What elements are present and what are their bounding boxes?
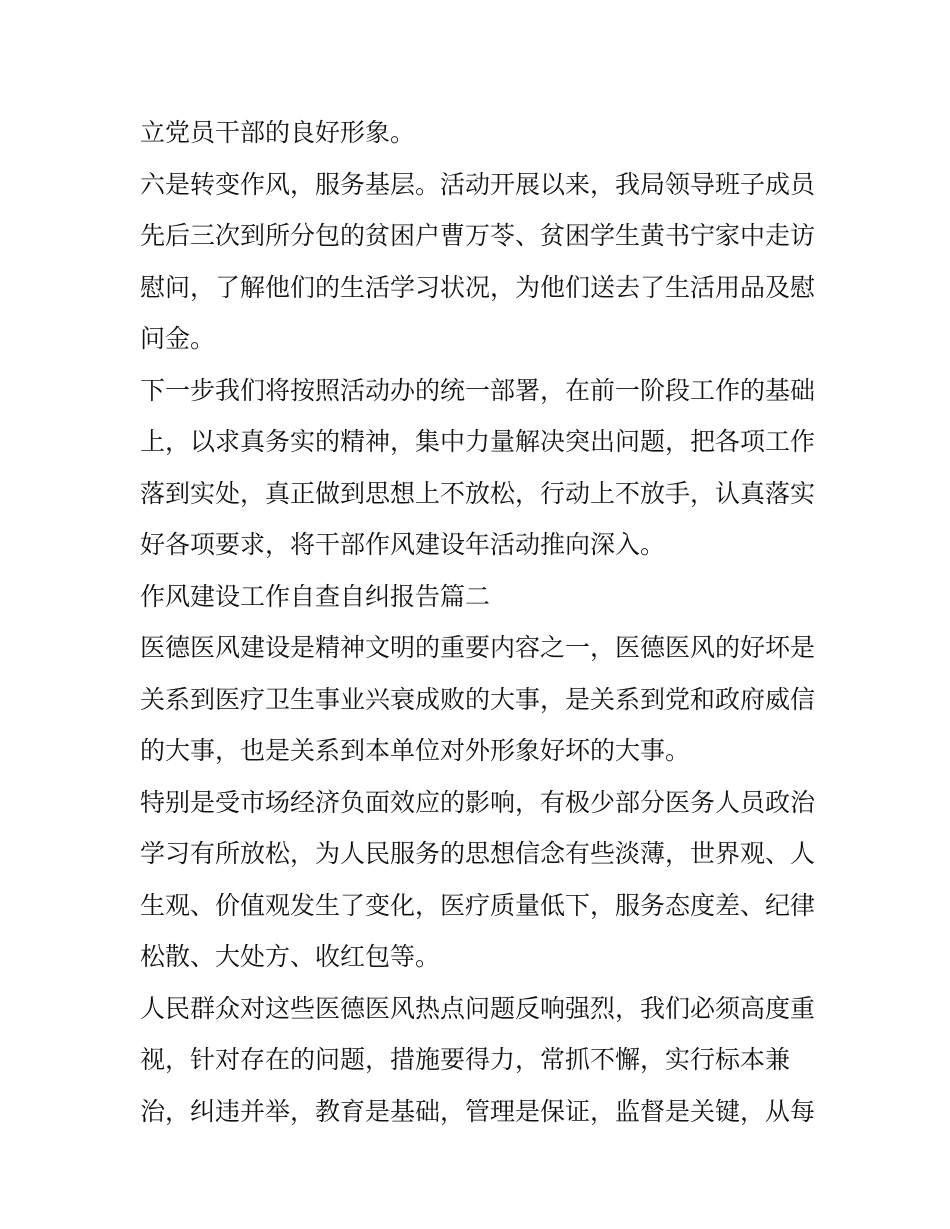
document-body	[140, 107, 820, 1137]
text-line: 下一步我们将按照活动办的统一部署，在前一阶段工作的基础	[140, 375, 816, 405]
paragraph	[140, 777, 820, 983]
text-line: 学习有所放松，为人民服务的思想信念有些淡薄，世界观、人	[140, 839, 816, 868]
text-line: 治，纠违并举，教育是基础，管理是保证，监督是关键，从每	[140, 1096, 816, 1126]
text-line: 人民群众对这些医德医风热点问题反响强烈，我们必须高度重	[140, 993, 816, 1023]
text-line: 先后三次到所分包的贫困户曹万苓、贫困学生黄书宁家中走访	[140, 221, 816, 250]
text-line: 视，针对存在的问题，措施要得力，常抓不懈，实行标本兼	[140, 1045, 791, 1074]
section-heading	[140, 571, 820, 623]
text-line: 上，以求真务实的精神，集中力量解决突出问题，把各项工作	[140, 427, 816, 456]
paragraph	[140, 365, 820, 571]
paragraph	[140, 622, 820, 777]
heading-line: 作风建设工作自查自纠报告篇二	[140, 581, 491, 611]
text-line: 慰问，了解他们的生活学习状况，为他们送去了生活用品及慰	[140, 272, 816, 302]
paragraph	[140, 107, 820, 159]
text-line: 关系到医疗卫生事业兴衰成败的大事，是关系到党和政府威信	[140, 684, 816, 714]
text-line: 生观、价值观发生了变化，医疗质量低下，服务态度差、纪律	[140, 890, 816, 920]
text-line: 问金。	[140, 324, 216, 353]
paragraph	[140, 983, 820, 1138]
text-line: 松散、大处方、收红包等。	[140, 942, 441, 971]
text-line: 立党员干部的良好形象。	[140, 118, 416, 147]
text-line: 医德医风建设是精神文明的重要内容之一，医德医风的好坏是	[140, 633, 816, 662]
text-line: 好各项要求，将干部作风建设年活动推向深入。	[140, 530, 666, 559]
text-line: 落到实处，真正做到思想上不放松，行动上不放手，认真落实	[140, 478, 816, 508]
paragraph	[140, 159, 820, 365]
text-line: 六是转变作风，服务基层。活动开展以来，我局领导班子成员	[140, 169, 816, 199]
text-line: 的大事，也是关系到本单位对外形象好坏的大事。	[140, 736, 691, 765]
text-line: 特别是受市场经济负面效应的影响，有极少部分医务人员政治	[140, 787, 816, 817]
